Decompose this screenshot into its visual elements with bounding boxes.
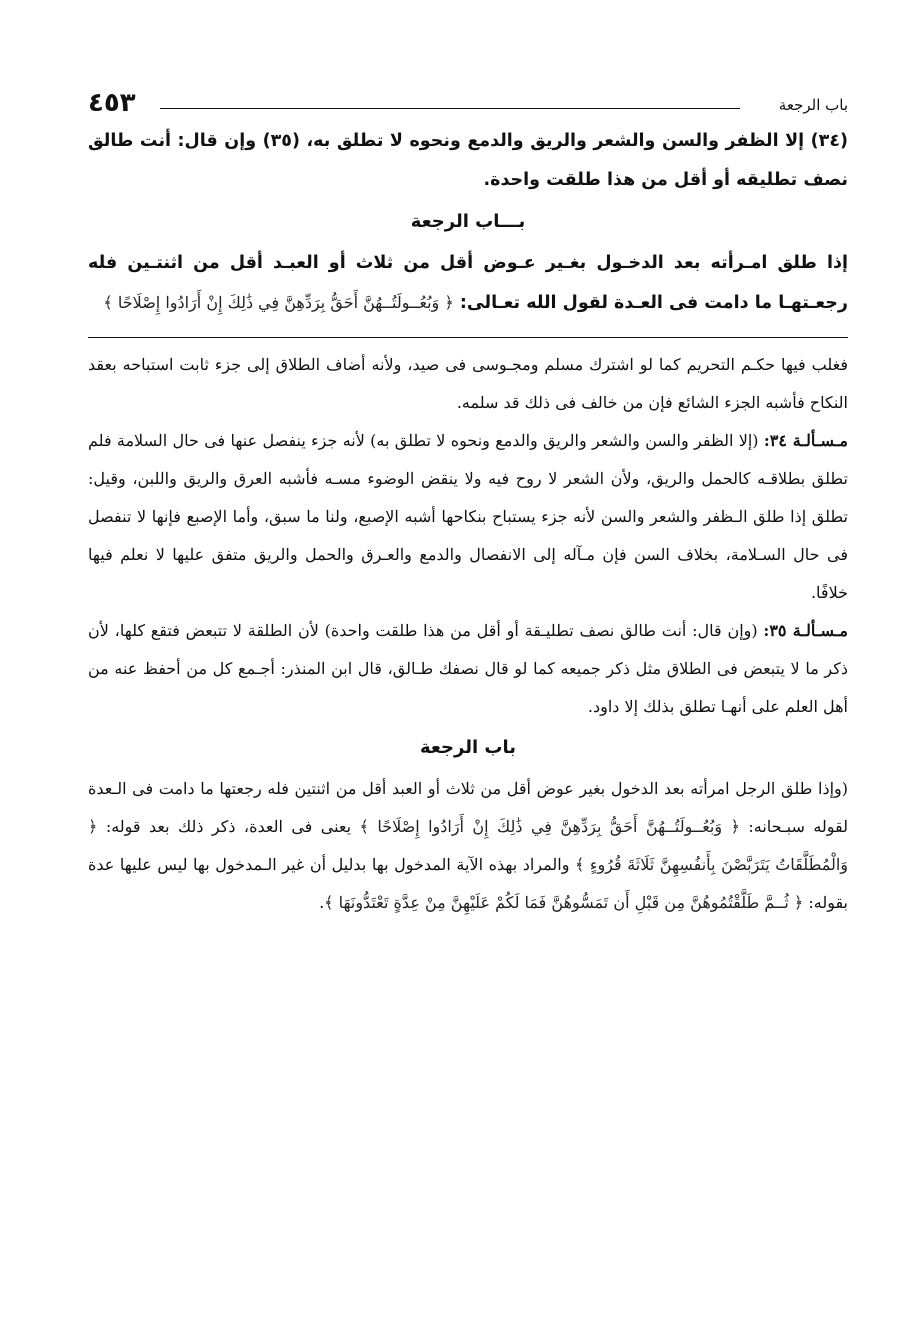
masala-34-text: (إلا الظفر والسن والشعر والريق والدمع ونحوه لا تطلق به) لأنه جزء ينفصل عنها فى حال السلامة فلم تطلق بطلاقـه كالحمل والريق، ولأن الشعر لا روح فيه ولا ينقض الوضوء مسـه فأشبه العرق والريق واللبن، وقيل: تطلق إذا طلق الـظفر والشعر والسن لأنه جزء يستباح بنكاحها أشبه الإصبع، ولنا ما سبق، وأما الإصبع فإنها لا تنفصل فى حال السـلامة، بخلاف السن فإن مـآله إلى الانفصال والدمع والعـرق والحمل والريق متفق عليها لا نعلم فيها خلافًا. [88, 431, 849, 602]
chapter-title: باب الرجعة [778, 96, 848, 114]
quran-verse-3: ﴿ ثُــمَّ طَلَّقْتُمُوهُنَّ مِن قَبْلِ أَن تَمَسُّوهُنَّ فَمَا لَكُمْ عَلَيْهِنَّ مِنْ عِدَّةٍ تَعْتَدُّونَهَا ﴾ [324, 893, 804, 912]
matn-section-title: بـــاب الرجعة [410, 211, 526, 232]
masala-35-label: مـسـألـة ٣٥: [763, 621, 848, 640]
running-header [88, 86, 848, 122]
sharh-section-title: باب الرجعة [419, 737, 517, 758]
masala-35-text: (وإن قال: أنت طالق نصف تطليـقة أو أقل من هذا طلقت واحدة) لأن الطلقة لا تتبعض فتقع كلها، لأن ذكر ما لا يتبعض فى الطلاق مثل ذكر جميعه كما لو قال نصفك طـالق، قال ابن المنذر: أجـمع كل من أحفظ عنه من أهل العلم على أنهـا تطلق بذلك إلا داود. [88, 621, 848, 716]
header-rule [160, 108, 740, 109]
quran-verse-1: ﴿ وَبُعُــولَتُــهُنَّ أَحَقُّ بِرَدِّهِنَّ فِي ذَٰلِكَ إِنْ أَرَادُوا إِصْلَاحًا ﴾ [359, 817, 740, 836]
sharh-paragraph-2 [88, 770, 848, 922]
page [88, 86, 848, 922]
masala-34-label: مـسـألـة ٣٤: [763, 431, 849, 450]
page-number: ٤٥٣ [88, 88, 136, 118]
matn-paragraph-2 [88, 244, 848, 323]
matn-sharh-separator [88, 337, 848, 338]
sharh-paragraph-2c: والمراد بهذه الآية المدخول بها بدليل أن غير الـمدخول بها ليس عليها عدة بقوله: [88, 855, 848, 912]
masala-34 [88, 422, 848, 612]
masala-35 [88, 612, 848, 726]
sharh-paragraph-2b: يعنى فى العدة، ذكر ذلك بعد قوله: [105, 817, 352, 836]
sharh-paragraph-2-end: . [319, 893, 325, 912]
sharh-paragraph-1: فغلب فيها حكـم التحريم كما لو اشترك مسلم ومجـوسى فى صيد، ولأنه أضاف الطلاق إلى جزء ثابت استباحه بعقد النكاح فأشبه الجزء الشائع فإن من خالف فى ذلك قد سلمه. [88, 355, 848, 412]
matn-paragraph-2-text: إذا طلق امـرأته بعد الدخـول بغـير عـوض أقل من ثلاث أو العبـد أقل من اثنتـين فله رجعـتهـا ما دامت فى العـدة لقول الله تعـالى: [88, 253, 848, 313]
quran-verse-2: ﴿ وَالْمُطَلَّقَاتُ يَتَرَبَّصْنَ بِأَنفُسِهِنَّ ثَلَاثَةَ قُرُوءٍ ﴾ [88, 817, 848, 874]
matn-paragraph-1: (٣٤) إلا الظفر والسن والشعر والريق والدمع ونحوه لا تطلق به، (٣٥) وإن قال: أنت طالق نصف تطليقه أو أقل من هذا طلقت واحدة. [88, 131, 849, 190]
quran-verse: ﴿ وَبُعُــولَتُــهُنَّ أَحَقُّ بِرَدِّهِنَّ فِي ذَٰلِكَ إِنْ أَرَادُوا إِصْلَاحًا ﴾ [103, 293, 454, 312]
sharh-paragraph-2a: (وإذا طلق الرجل امرأته بعد الدخول بغير عوض أقل من ثلاث أو العبد أقل من اثنتين فله رجعتها ما دامت فى الـعدة لقوله سبـحانه: [88, 779, 849, 836]
